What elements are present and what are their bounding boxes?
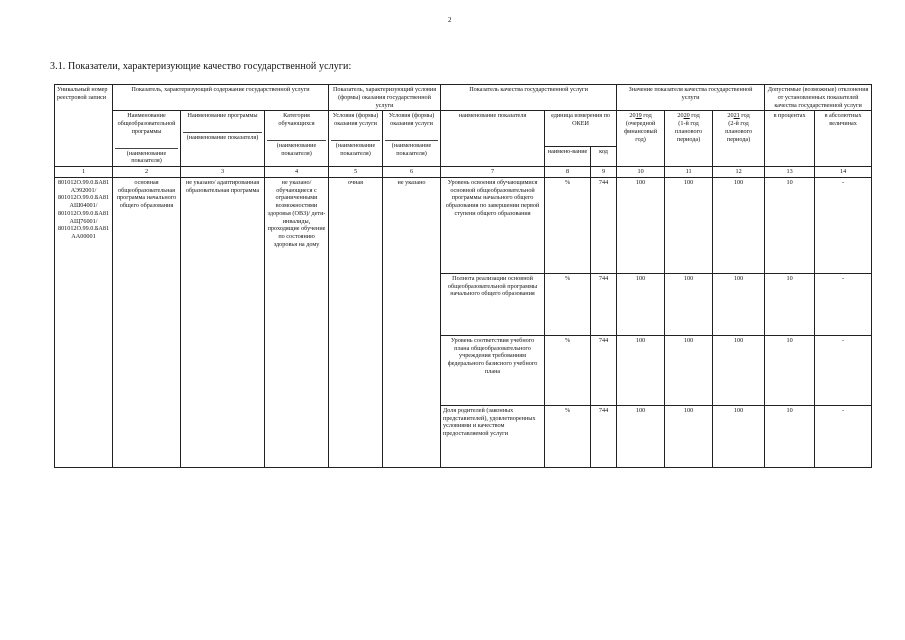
- indicator-code: 744: [591, 273, 617, 335]
- indicator-unit: %: [545, 335, 591, 405]
- header-category-sublabel: (наименование показателя): [267, 140, 326, 158]
- header-indicator-name: наименование показателя: [441, 111, 545, 167]
- header-conditions-group: Показатель, характеризующий условия (формы) оказания государственной услуги: [329, 85, 441, 111]
- section-heading: 3.1. Показатели, характеризующие качество государственной услуги:: [50, 61, 352, 72]
- header-content-group: Показатель, характеризующий содержание государственной услуги: [113, 85, 329, 111]
- header-form: [329, 111, 383, 167]
- indicator-y1: 100: [617, 177, 665, 273]
- indicator-unit: %: [545, 177, 591, 273]
- header-form-sublabel: (наименование показателя): [331, 140, 380, 158]
- header-quality-group: Показатель качества государственной услуги: [441, 85, 617, 111]
- indicator-y1: 100: [617, 335, 665, 405]
- indicator-abs: -: [815, 335, 872, 405]
- header-year1: [617, 111, 665, 167]
- indicator-y2: 100: [665, 273, 713, 335]
- col-number: 9: [591, 167, 617, 178]
- indicator-y3: 100: [713, 177, 765, 273]
- header-unique-number: Уникальный номер реестровой записи: [55, 85, 113, 167]
- table-row: [55, 177, 872, 273]
- record-form: очная: [329, 177, 383, 467]
- indicator-abs: -: [815, 273, 872, 335]
- year2-yy: 20: [683, 112, 690, 120]
- indicator-y1: 100: [617, 405, 665, 467]
- year2-suffix: год: [691, 112, 700, 120]
- header-deviation-group: Допустимые (возможные) отклонения от установленных показателей качества государственной услуги: [765, 85, 872, 111]
- indicator-y2: 100: [665, 405, 713, 467]
- header-program-name-sublabel: (наименование показателя): [183, 132, 262, 142]
- header-program-name: [181, 111, 265, 167]
- header-unit-code: код: [591, 146, 617, 167]
- quality-indicators-table: [54, 84, 872, 468]
- header-program-label: Наименование общеобразовательной программы: [117, 112, 176, 135]
- year3-suffix: год: [741, 112, 750, 120]
- header-year3: [713, 111, 765, 167]
- indicator-unit: %: [545, 273, 591, 335]
- indicator-name: Уровень освоения обучающимися основной общеобразовательной программы начального общего образования по завершении первой ступени общего образования: [441, 177, 545, 273]
- header-unit-name: наимено-вание: [545, 146, 591, 167]
- indicator-pct: 10: [765, 335, 815, 405]
- col-number: 3: [181, 167, 265, 178]
- indicator-y3: 100: [713, 405, 765, 467]
- col-number: 14: [815, 167, 872, 178]
- col-number: 7: [441, 167, 545, 178]
- col-number: 6: [383, 167, 441, 178]
- page-number: 2: [448, 16, 452, 24]
- col-number: 10: [617, 167, 665, 178]
- year1-suffix: год: [643, 112, 652, 120]
- header-unit-okei: единица измерения по ОКЕИ: [545, 111, 617, 146]
- col-number: 2: [113, 167, 181, 178]
- col-number: 12: [713, 167, 765, 178]
- col-number: 11: [665, 167, 713, 178]
- indicator-code: 744: [591, 335, 617, 405]
- indicator-name: Уровень соответствия учебного плана общеобразовательного учреждения требованиям федерального базисного учебного плана: [441, 335, 545, 405]
- header-program-name-label: Наименование программы: [187, 112, 258, 120]
- year3-yy: 21: [733, 112, 740, 120]
- indicator-name: Полнота реализации основной общеобразовательной программы начального общего образования: [441, 273, 545, 335]
- year1-desc: (очередной финансовый год): [624, 120, 658, 143]
- indicator-y1: 100: [617, 273, 665, 335]
- record-program: основная общеобразовательная программа начального общего образования: [113, 177, 181, 467]
- indicator-unit: %: [545, 405, 591, 467]
- indicator-pct: 10: [765, 273, 815, 335]
- record-condition: не указано: [383, 177, 441, 467]
- indicator-y2: 100: [665, 335, 713, 405]
- header-condition: [383, 111, 441, 167]
- header-form-label: Условия (формы) оказания услуги: [332, 112, 379, 127]
- header-category-label: Категория обучающихся: [278, 112, 315, 127]
- record-program-name: не указано/ адаптированная образовательная программа: [181, 177, 265, 467]
- header-row-groups: [55, 85, 872, 111]
- year2-desc: (1-й год планового периода): [675, 120, 703, 143]
- indicator-y3: 100: [713, 335, 765, 405]
- indicator-y3: 100: [713, 273, 765, 335]
- header-condition-label: Условия (формы) оказания услуги: [388, 112, 435, 127]
- indicator-pct: 10: [765, 405, 815, 467]
- indicator-abs: -: [815, 177, 872, 273]
- col-number: 8: [545, 167, 591, 178]
- header-in-absolute: в абсолютных величинах: [815, 111, 872, 167]
- record-unique-number: 801012О.99.0.БА81АЭ92001/ 801012О.99.0.БА81АШ04001/ 801012О.99.0.БА81АЩ76001/ 801012О.99.0.БА81АА00001: [55, 177, 113, 467]
- indicator-abs: -: [815, 405, 872, 467]
- record-category: не указано/ обучающиеся с ограниченными возможностями здоровья (ОВЗ)/ дети-инвалиды, проходящие обучение по состоянию здоровья на дому: [265, 177, 329, 467]
- indicator-name: Доля родителей (законных представителей), удовлетворенных условиями и качеством предоставляемой услуги: [441, 405, 545, 467]
- year2-prefix: 20: [677, 112, 684, 120]
- indicator-code: 744: [591, 177, 617, 273]
- col-number: 4: [265, 167, 329, 178]
- year1-prefix: 20: [629, 112, 636, 120]
- header-row-sub: [55, 111, 872, 146]
- year3-prefix: 20: [727, 112, 734, 120]
- indicator-code: 744: [591, 405, 617, 467]
- year3-desc: (2-й год планового периода): [725, 120, 753, 143]
- header-program: [113, 111, 181, 167]
- indicator-pct: 10: [765, 177, 815, 273]
- col-number: 1: [55, 167, 113, 178]
- col-number: 5: [329, 167, 383, 178]
- column-number-row: [55, 167, 872, 178]
- header-program-sublabel: (наименование показателя): [115, 148, 178, 166]
- header-value-group: Значение показателя качества государственной услуги: [617, 85, 765, 111]
- header-in-percent: в процентах: [765, 111, 815, 167]
- header-condition-sublabel: (наименование показателя): [385, 140, 438, 158]
- year1-yy: 19: [635, 112, 642, 120]
- header-year2: [665, 111, 713, 167]
- header-category: [265, 111, 329, 167]
- indicator-y2: 100: [665, 177, 713, 273]
- col-number: 13: [765, 167, 815, 178]
